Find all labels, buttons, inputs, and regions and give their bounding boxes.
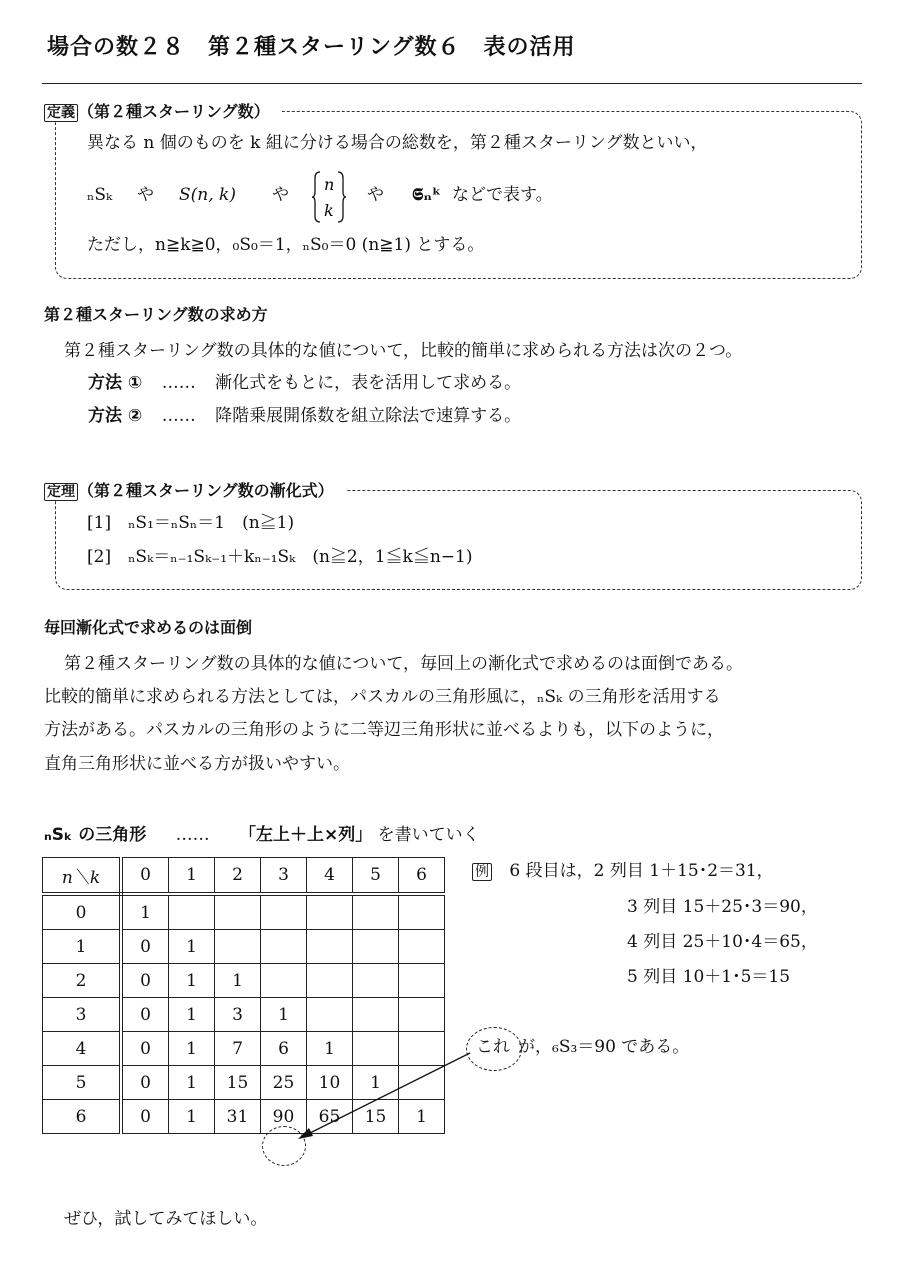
example-line-3: 4 列目 25＋10･4＝65， — [627, 932, 818, 952]
notation-tail: などで表す。 — [452, 185, 553, 205]
row-n-cell: 2 — [43, 964, 122, 998]
theorem-eq1: [1] ₙS₁＝ₙSₙ＝1 (n≧1) — [87, 513, 295, 533]
notation-fraktur: 𝕾ₙᵏ — [412, 185, 441, 205]
notation-nSk: ₙSₖ — [87, 185, 113, 205]
example-line-1: 6 段目は，2 列目 1＋15･2＝31， — [509, 861, 774, 881]
method-2-text: 降階乗展開係数を組立除法で速算する。 — [215, 406, 522, 426]
svg-text:k: k — [324, 201, 334, 220]
corner-cell: n＼k — [43, 858, 122, 895]
table-cell: 0 — [121, 964, 169, 998]
triangle-heading: ₙSₖ の三角形 — [44, 825, 147, 845]
table-cell: 1 — [399, 1100, 445, 1134]
table-cell: 90 — [261, 1100, 307, 1134]
table-cell: 1 — [169, 1066, 215, 1100]
table-cell: 1 — [121, 894, 169, 930]
row-n-cell: 4 — [43, 1032, 122, 1066]
tedious-line-2: 比較的簡単に求められる方法としては，パスカルの三角形風に，ₙSₖ の三角形を活用する — [44, 687, 721, 707]
arrow-line — [300, 1053, 470, 1138]
table-cell: 1 — [215, 964, 261, 998]
table-cell: 1 — [261, 998, 307, 1032]
row-n-cell: 1 — [43, 930, 122, 964]
example-line-2: 3 列目 15＋25･3＝90， — [627, 897, 818, 917]
col-header: 2 — [215, 858, 261, 895]
triangle-rule: 「左上＋上×列」 — [239, 825, 373, 845]
table-cell: 7 — [215, 1032, 261, 1066]
theorem-heading: （第２種スターリング数の漸化式） — [78, 481, 340, 500]
col-header: 5 — [353, 858, 399, 895]
method-1-label: 方法 ① — [88, 373, 143, 393]
notation-S-n-k: S(n, k) — [179, 185, 236, 205]
table-cell: 6 — [261, 1032, 307, 1066]
theorem-eq2: [2] ₙSₖ＝ₙ₋₁Sₖ₋₁＋kₙ₋₁Sₖ (n≧2，1≦k≦n−1) — [87, 547, 473, 567]
svg-text:n: n — [324, 175, 335, 194]
table-cell: 0 — [121, 998, 169, 1032]
row-n-cell: 6 — [43, 1100, 122, 1134]
theorem-tag: 定理 — [44, 483, 78, 501]
table-cell: 65 — [307, 1100, 353, 1134]
table-cell: 1 — [169, 930, 215, 964]
notation-sep-2: や — [272, 185, 289, 205]
methods-intro: 第２種スターリング数の具体的な値について，比較的簡単に求められる方法は次の２つ。 — [64, 341, 743, 361]
row-n-cell: 5 — [43, 1066, 122, 1100]
method-2-dots: …… — [161, 406, 196, 426]
table-cell: 31 — [215, 1100, 261, 1134]
table-cell: 3 — [215, 998, 261, 1032]
method-1-dots: …… — [161, 373, 196, 393]
page-title: 場合の数２８ 第２種スターリング数６ 表の活用 — [47, 35, 576, 60]
row-n-cell: 0 — [43, 894, 122, 930]
table-cell: 10 — [307, 1066, 353, 1100]
definition-heading: （第２種スターリング数） — [78, 102, 276, 121]
table-cell: 1 — [307, 1032, 353, 1066]
triangle-rule-tail: を書いていく — [377, 825, 480, 845]
kore-word: これ — [476, 1037, 510, 1057]
tedious-line-3: 方法がある。パスカルの三角形のように二等辺三角形状に並べるよりも，以下のように， — [44, 720, 724, 740]
col-header: 1 — [169, 858, 215, 895]
col-header: 3 — [261, 858, 307, 895]
table-cell: 1 — [169, 1100, 215, 1134]
table-cell: 0 — [121, 1100, 169, 1134]
table-cell: 1 — [169, 1032, 215, 1066]
table-cell: 0 — [121, 930, 169, 964]
methods-heading: 第２種スターリング数の求め方 — [44, 305, 268, 324]
col-header: 6 — [399, 858, 445, 895]
arrow-head-icon — [298, 1128, 313, 1139]
table-cell: 25 — [261, 1066, 307, 1100]
table-cell: 0 — [121, 1032, 169, 1066]
definition-tag: 定義 — [44, 104, 78, 122]
kore-tail: が，₆S₃＝90 である。 — [518, 1037, 690, 1057]
table-cell: 0 — [121, 1066, 169, 1100]
table-cell: 1 — [169, 998, 215, 1032]
notation-sep-3: や — [367, 185, 384, 205]
tedious-line-1: 第２種スターリング数の具体的な値について，毎回上の漸化式で求めるのは面倒である。 — [64, 654, 743, 674]
col-header: 4 — [307, 858, 353, 895]
table-cell: 15 — [353, 1100, 399, 1134]
example-line-4: 5 列目 10＋1･5＝15 — [627, 967, 791, 987]
definition-line3: ただし，n≧k≧0，₀S₀＝1，ₙS₀＝0 (n≧1) とする。 — [87, 235, 485, 255]
table-cell: 1 — [169, 964, 215, 998]
notation-sep-1: や — [137, 185, 154, 205]
table-cell: 1 — [353, 1066, 399, 1100]
definition-line1: 異なる n 個のものを k 組に分ける場合の総数を，第２種スターリング数といい， — [87, 133, 708, 153]
method-2-label: 方法 ② — [88, 406, 143, 426]
example-tag: 例 — [472, 863, 492, 881]
tedious-heading: 毎回漸化式で求めるのは面倒 — [44, 618, 253, 637]
row-n-cell: 3 — [43, 998, 122, 1032]
tedious-line-4: 直角三角形状に並べる方が扱いやすい。 — [44, 754, 350, 774]
closing-text: ぜひ，試してみてほしい。 — [64, 1209, 268, 1229]
method-1-text: 漸化式をもとに，表を活用して求める。 — [215, 373, 522, 393]
table-cell: 15 — [215, 1066, 261, 1100]
triangle-dots: …… — [175, 825, 210, 845]
col-header: 0 — [121, 858, 169, 895]
